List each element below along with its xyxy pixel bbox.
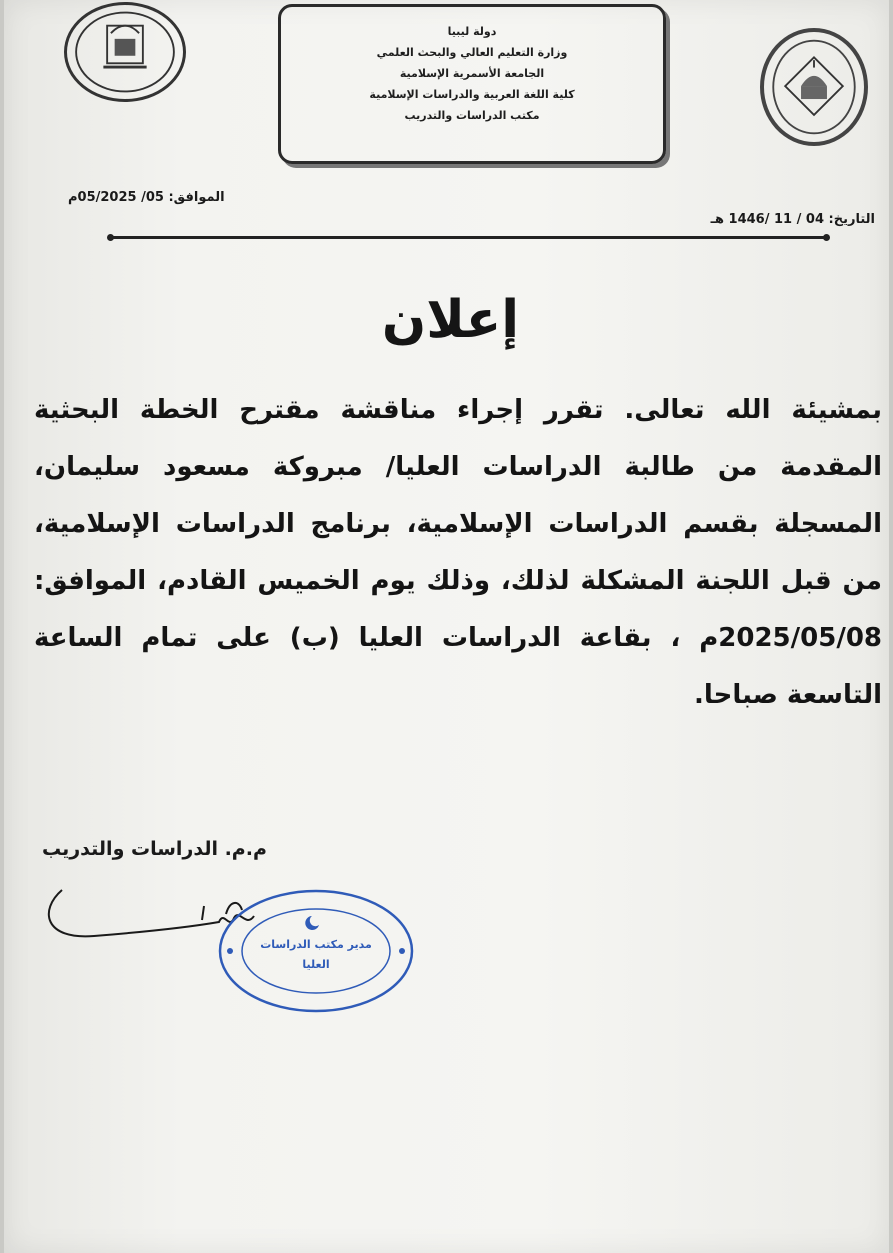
announcement-body: بمشيئة الله تعالى. تقرر إجراء مناقشة مقترح الخطة البحثية المقدمة من طالبة الدراسات العليا/ مبروكة مسعود سليمان، المسجلة بقسم الدراسات الإسلامية، برنامج الدراسات الإسلامية، من قبل اللجنة المشكلة لذلك، وذلك يوم الخميس القادم، الموافق: 2025/05/08م ، بقاعة الدراسات العليا (ب) على تمام الساعة التاسعة صباحا. — [34, 395, 882, 710]
stamp-text — [216, 886, 416, 1016]
stamp-line-1: مدير مكتب الدراسات — [260, 938, 372, 951]
hijri-date: التاريخ: 04 / 11 /1446 هـ — [710, 212, 875, 227]
stamp-line-2: العليا — [302, 958, 330, 971]
document-page — [4, 0, 889, 1253]
header-line-country: دولة ليبيا — [447, 25, 497, 38]
university-seal-logo — [760, 28, 868, 146]
signer-title: م.م. الدراسات والتدريب — [42, 838, 267, 860]
header-line-faculty: كلية اللغة العربية والدراسات الإسلامية — [369, 88, 575, 101]
header-line-office: مكتب الدراسات والتدريب — [404, 109, 540, 122]
letterhead-box — [278, 4, 666, 164]
header-line-university: الجامعة الأسمرية الإسلامية — [399, 67, 545, 80]
header-line-ministry: وزارة التعليم العالي والبحث العلمي — [376, 46, 568, 59]
gregorian-date: الموافق: 05/ 05/2025م — [68, 190, 225, 205]
announcement-title: إعلان — [381, 290, 520, 350]
faculty-seal-logo — [64, 2, 186, 102]
header-divider — [111, 236, 826, 239]
